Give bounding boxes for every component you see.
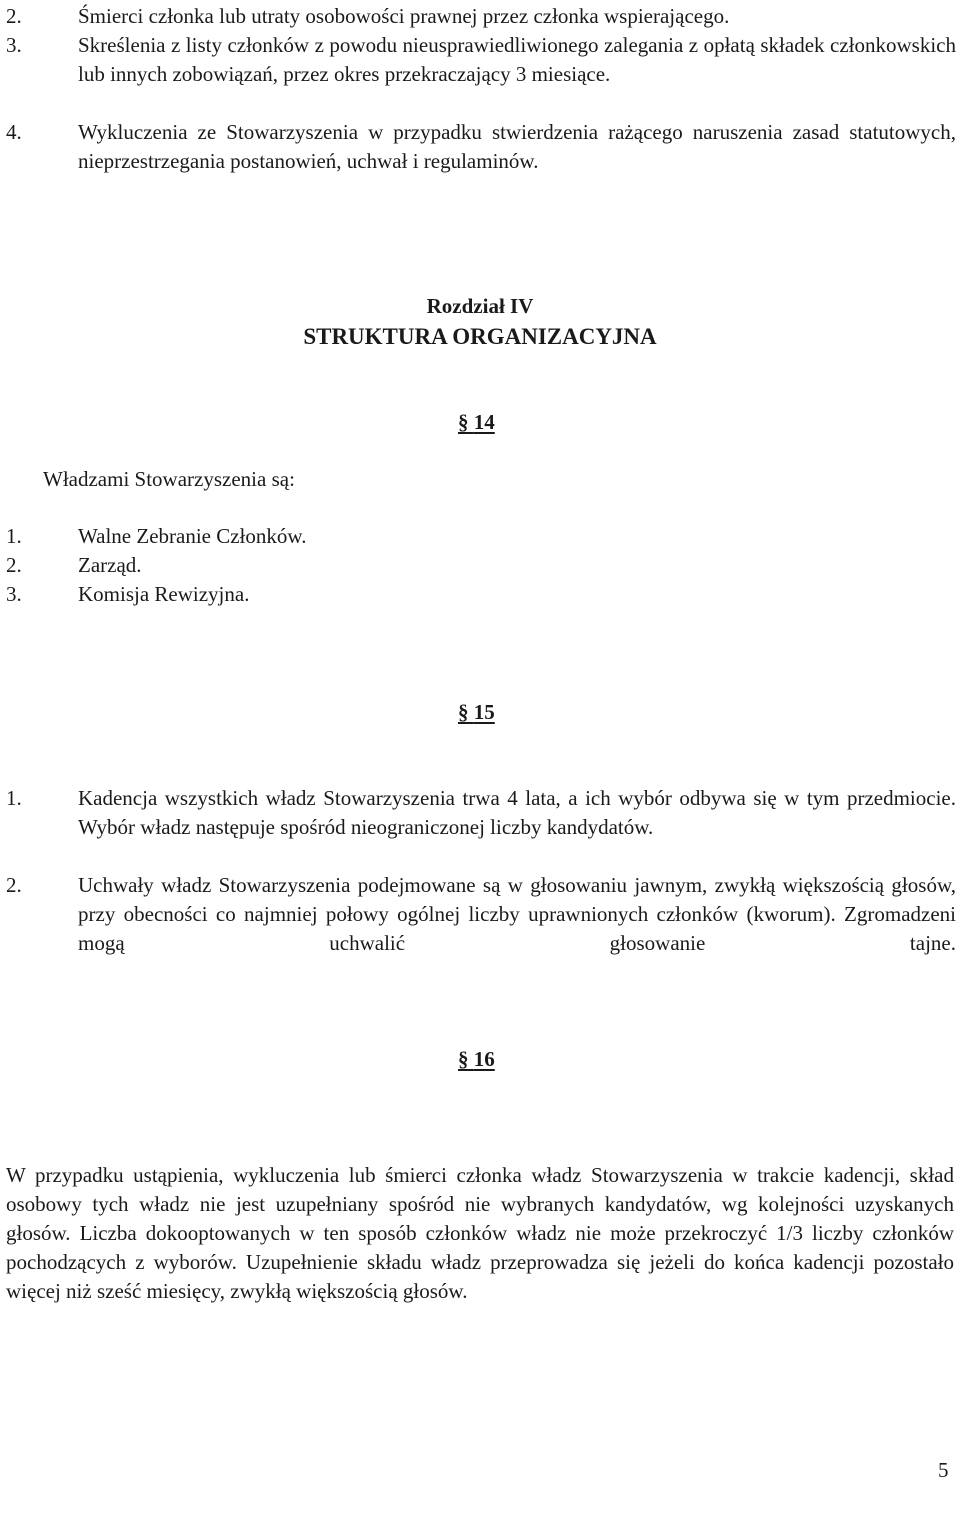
section-number: 15 — [473, 700, 495, 724]
list-item-number: 2. — [6, 873, 22, 897]
section-14-intro: Władzami Stowarzyszenia są: — [43, 467, 295, 491]
list-item-number: 3. — [6, 33, 22, 57]
list-item-4 — [6, 118, 956, 176]
section-15-heading — [458, 697, 495, 727]
list-item-text: Śmierci członka lub utraty osobowości prawnej przez członka wspierającego. — [78, 4, 730, 28]
chapter-title: Rozdział IV — [426, 294, 534, 318]
list-item-2 — [6, 2, 956, 31]
section-number: 14 — [473, 410, 495, 434]
list-item-text: Wykluczenia ze Stowarzyszenia w przypadku stwierdzenia rażącego naruszenia zasad statutowych, nieprzestrzegania postanowień, uchwał i regulaminów. — [78, 120, 956, 173]
section-14-heading — [458, 407, 495, 437]
term-item-2 — [6, 871, 956, 958]
section-16-heading — [458, 1044, 495, 1074]
chapter-subtitle: STRUKTURA ORGANIZACYJNA — [303, 324, 657, 349]
list-item-text: Skreślenia z listy członków z powodu nieusprawiedliwionego zalegania z opłatą składek członkowskich lub innych zobowiązań, przez okres przekraczający 3 miesiące. — [78, 33, 956, 86]
list-item-text: Walne Zebranie Członków. — [78, 524, 307, 548]
authority-item-2 — [6, 551, 956, 580]
list-item-number: 4. — [6, 120, 22, 144]
section-mark: § — [458, 1047, 469, 1071]
section-mark: § — [458, 700, 469, 724]
list-item-text: Komisja Rewizyjna. — [78, 582, 250, 606]
section-16-paragraph: W przypadku ustąpienia, wykluczenia lub śmierci członka władz Stowarzyszenia w trakcie kadencji, skład osobowy tych władz nie jest uzupełniany spośród nie wybranych kandydatów, wg kolejności uzyskanych głosów. Liczba dokooptowanych w ten sposób członków władz nie może przekroczyć 1/3 liczby członków pochodzących z wyborów. Uzupełnienie składu władz przeprowadza się jeżeli do końca kadencji pozostało więcej niż sześć miesięcy, zwykłą większością głosów. — [6, 1163, 954, 1303]
list-item-text: Uchwały władz Stowarzyszenia podejmowane są w głosowaniu jawnym, zwykłą większością głosów, przy obecności co najmniej połowy ogólnej liczby uprawnionych członków (kworum). Zgromadzeni mogą uchwalić głosowanie tajne. — [78, 873, 956, 955]
list-item-number: 3. — [6, 582, 22, 606]
page-number: 5 — [938, 1458, 949, 1482]
section-number: 16 — [473, 1047, 495, 1071]
list-item-number: 1. — [6, 786, 22, 810]
authority-item-1 — [6, 522, 956, 551]
list-item-3 — [6, 31, 956, 89]
list-item-number: 2. — [6, 4, 22, 28]
term-item-1 — [6, 784, 956, 842]
list-item-text: Zarząd. — [78, 553, 142, 577]
list-item-text: Kadencja wszystkich władz Stowarzyszenia trwa 4 lata, a ich wybór odbywa się w tym przedmiocie. Wybór władz następuje spośród nieograniczonej liczby kandydatów. — [78, 786, 956, 839]
list-item-number: 2. — [6, 553, 22, 577]
authority-item-3 — [6, 580, 956, 609]
list-item-number: 1. — [6, 524, 22, 548]
section-mark: § — [458, 410, 469, 434]
